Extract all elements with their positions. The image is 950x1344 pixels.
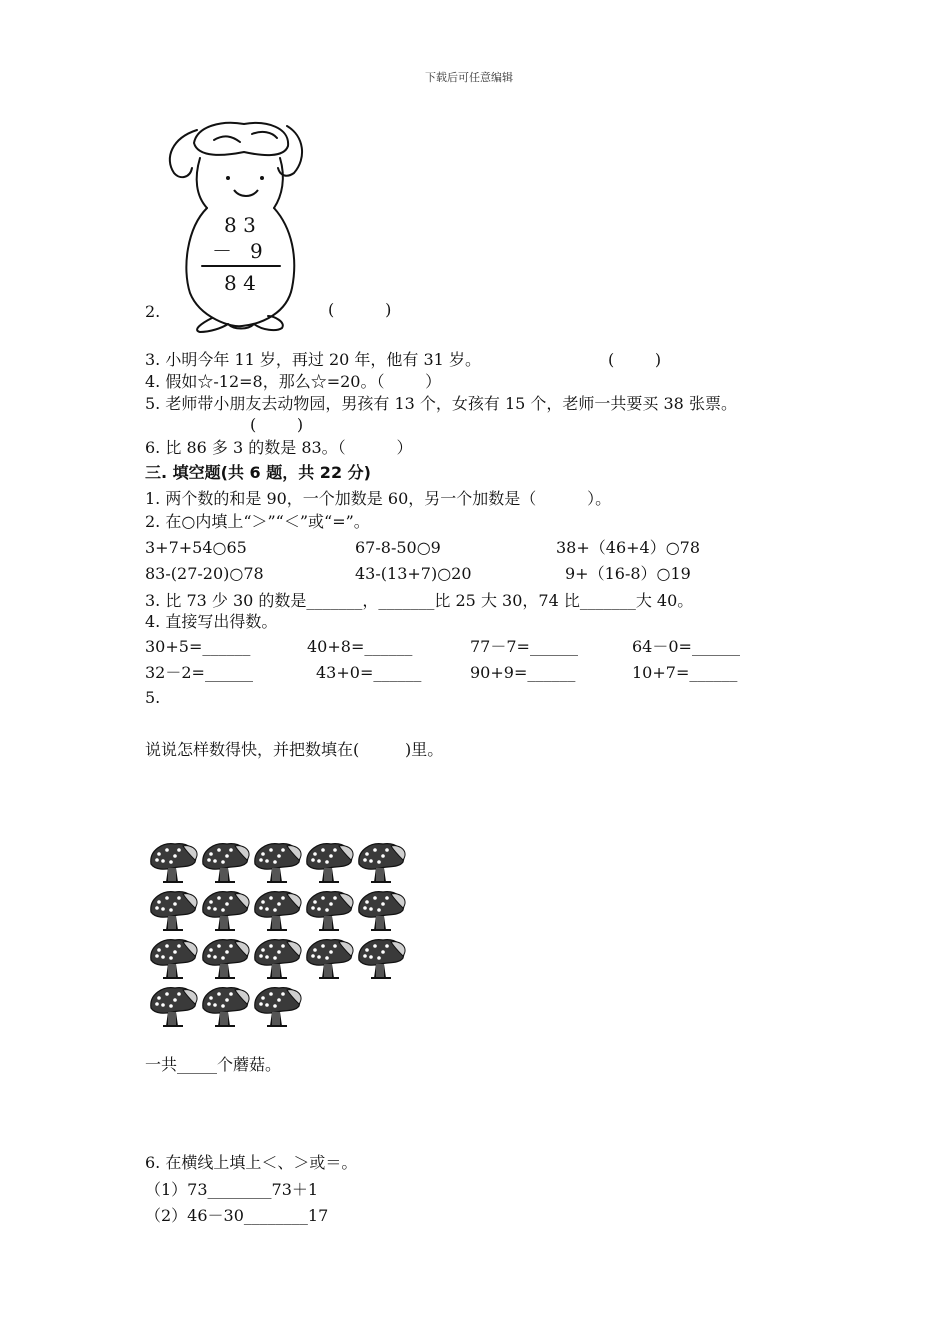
f2-item: 3+7+54○65: [145, 538, 247, 557]
subtrahend: 9: [250, 239, 263, 263]
f4-item: 10+7=______: [632, 663, 738, 682]
mushroom-icon: [203, 940, 249, 978]
mushroom-icon: [255, 988, 301, 1026]
page-header: 下载后可任意编辑: [425, 71, 513, 84]
f3-text: 3. 比 73 少 30 的数是_______，_______比 25 大 30，74 比_______大 40。: [145, 591, 694, 610]
mushroom-icon: [151, 988, 197, 1026]
section-title: 三. 填空题(共 6 题，共 22 分): [145, 463, 371, 482]
f2-item: 83-(27-20)○78: [145, 564, 264, 583]
mushroom-icon: [151, 892, 197, 930]
f2-item: 67-8-50○9: [355, 538, 441, 557]
mushroom-icon: [307, 844, 353, 882]
f4-item: 64－0=______: [632, 637, 740, 656]
f4-item: 77－7=______: [470, 637, 578, 656]
mushroom-illustration: [143, 838, 411, 1028]
minus-sign: －: [212, 239, 232, 263]
elephant-illustration: [162, 118, 307, 333]
q3-answer-paren: ( ): [608, 350, 662, 369]
mushroom-icon: [203, 988, 249, 1026]
minuend: 8 3: [224, 213, 256, 237]
f2-title: 2. 在○内填上“＞”“＜”或“=”。: [145, 512, 370, 531]
q2-number: 2.: [145, 302, 161, 321]
mushroom-icon: [359, 892, 405, 930]
q4-text: 4. 假如☆-12=8，那么☆=20。（ ）: [145, 372, 442, 391]
f4-item: 90+9=______: [470, 663, 576, 682]
q3-text: 3. 小明今年 11 岁，再过 20 年，他有 31 岁。: [145, 350, 481, 369]
q5-text: 5. 老师带小朋友去动物园，男孩有 13 个，女孩有 15 个，老师一共要买 38 张票。: [145, 394, 737, 413]
f2-item: 38+（46+4）○78: [556, 538, 701, 557]
f6-item-1: （1）73________73＋1: [145, 1180, 319, 1199]
f4-item: 30+5=______: [145, 637, 251, 656]
q6-text: 6. 比 86 多 3 的数是 83。（ ）: [145, 438, 413, 457]
q5-answer-paren: ( ): [250, 415, 304, 434]
mushroom-icon: [151, 844, 197, 882]
mushroom-icon: [151, 940, 197, 978]
f5-answer: 一共_____个蘑菇。: [145, 1055, 282, 1074]
f4-title: 4. 直接写出得数。: [145, 612, 278, 631]
mushroom-icon: [255, 844, 301, 882]
mushroom-icon: [255, 892, 301, 930]
f4-item: 40+8=______: [307, 637, 413, 656]
mushroom-icon: [203, 844, 249, 882]
f2-item: 43-(13+7)○20: [355, 564, 472, 583]
f5-number: 5.: [145, 688, 161, 707]
q2-answer-paren: ( ): [328, 300, 392, 319]
f4-item: 32－2=______: [145, 663, 253, 682]
f2-item: 9+（16-8）○19: [565, 564, 691, 583]
mushroom-icon: [307, 940, 353, 978]
f5-prompt: 说说怎样数得快，并把数填在( )里。: [145, 740, 444, 759]
mushroom-icon: [359, 940, 405, 978]
f6-item-2: （2）46－30________17: [145, 1206, 329, 1225]
mushroom-icon: [255, 940, 301, 978]
difference: 8 4: [224, 271, 256, 295]
mushroom-icon: [203, 892, 249, 930]
mushroom-icon: [307, 892, 353, 930]
f1-text: 1. 两个数的和是 90，一个加数是 60，另一个加数是（ ）。: [145, 489, 612, 508]
f4-item: 43+0=______: [316, 663, 422, 682]
f6-title: 6. 在横线上填上＜、＞或＝。: [145, 1153, 358, 1172]
mushroom-icon: [359, 844, 405, 882]
